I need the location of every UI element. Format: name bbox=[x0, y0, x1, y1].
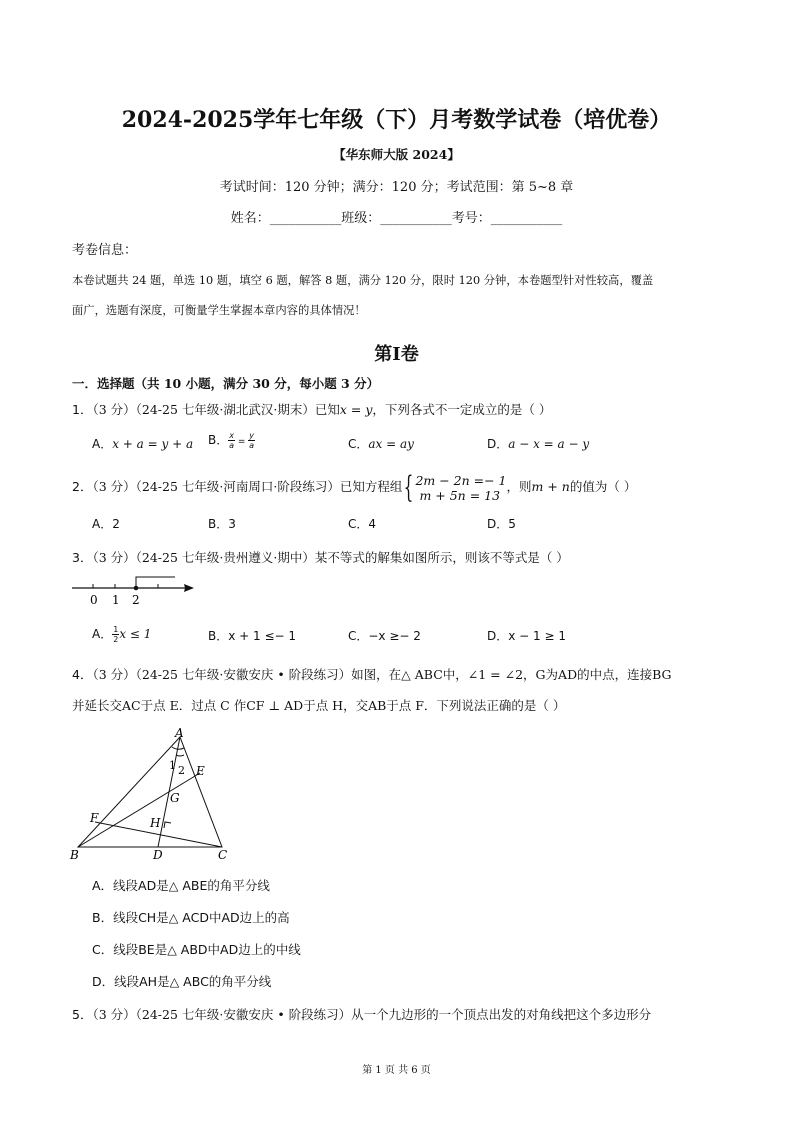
question-3 bbox=[72, 548, 569, 566]
question-number: 4． bbox=[72, 667, 93, 682]
label-c: C bbox=[218, 848, 228, 862]
question-text: （3 分）（24-25 七年级·湖北武汉·期末）已知 bbox=[92, 402, 340, 417]
option-d[interactable] bbox=[487, 435, 589, 452]
question-4-line-1 bbox=[72, 665, 672, 683]
math: x + a = y + a bbox=[112, 437, 194, 451]
question-text: （3 分）（24-25 七年级·安徽安庆 • 阶段练习）从一个九边形的一个顶点出发的对角线把这个多边形分 bbox=[92, 1007, 652, 1022]
question-number: 1． bbox=[72, 402, 93, 417]
equation: 2m − 2n =− 1 bbox=[415, 472, 507, 488]
question-5 bbox=[72, 1005, 651, 1023]
class-field[interactable]: ___________ bbox=[380, 211, 452, 226]
option-d[interactable]: D．x − 1 ≥ 1 bbox=[487, 629, 566, 643]
tick-label: 0 bbox=[90, 593, 98, 607]
numerator: y bbox=[249, 431, 254, 440]
math: x = y bbox=[339, 402, 373, 417]
denominator: 2 bbox=[113, 635, 119, 644]
equals: = bbox=[234, 437, 249, 447]
label-d: D bbox=[153, 848, 163, 862]
question-4-line-2: 并延长交AC于点 E．过点 C 作CF ⊥ AD于点 H，交AB于点 F．下列说法正确的是（ ） bbox=[72, 698, 566, 713]
student-info-row bbox=[0, 207, 793, 226]
page-footer: 第 1 页 共 6 页 bbox=[362, 1065, 431, 1076]
option-b[interactable]: B．线段CH是△ ACD中AD边上的高 bbox=[92, 910, 290, 925]
tick-label: 2 bbox=[132, 593, 140, 607]
page-title: 2024-2025学年七年级（下）月考数学试卷（培优卷） bbox=[121, 107, 672, 133]
math: ax = ay bbox=[368, 437, 414, 451]
angle-1: 1 bbox=[169, 759, 176, 772]
denominator: a bbox=[229, 441, 235, 450]
option-c[interactable]: C．4 bbox=[348, 517, 377, 531]
option-c[interactable] bbox=[348, 435, 414, 452]
info-line-2: 面广，选题有深度，可衡量学生掌握本章内容的具体情况！ bbox=[72, 304, 366, 317]
volume-title: 第Ⅰ卷 bbox=[374, 344, 419, 365]
option-a[interactable]: A．2 bbox=[92, 517, 120, 531]
brace: { bbox=[404, 470, 414, 505]
math: x ≤ 1 bbox=[119, 627, 152, 641]
name-label: 姓名： bbox=[230, 211, 270, 226]
equation: m + 5n = 13 bbox=[419, 487, 501, 503]
math: a − x = a − y bbox=[508, 437, 590, 451]
question-text: （3 分）（24-25 七年级·河南周口·阶段练习）已知方程组 bbox=[92, 479, 403, 494]
info-line-1: 本卷试题共 24 题，单选 10 题，填空 6 题，解答 8 题，满分 120 分，限时 120 分钟，本卷题型针对性较高，覆盖 bbox=[72, 274, 654, 287]
question-text: ，则 bbox=[506, 479, 532, 494]
edition-label: 【华东师大版 2024】 bbox=[333, 147, 460, 162]
fraction bbox=[248, 431, 255, 450]
numerator: x bbox=[229, 431, 234, 440]
option-label: C． bbox=[348, 437, 369, 451]
label-h: H bbox=[150, 816, 161, 830]
option-a[interactable] bbox=[92, 625, 151, 644]
option-label: A． bbox=[92, 437, 113, 451]
fraction bbox=[228, 431, 235, 450]
denominator: a bbox=[249, 441, 255, 450]
label-b: B bbox=[70, 848, 79, 862]
option-d[interactable]: D．5 bbox=[487, 517, 516, 531]
option-label: B． bbox=[208, 433, 229, 447]
question-number: 5． bbox=[72, 1007, 93, 1022]
triangle-figure bbox=[68, 725, 238, 865]
label-f: F bbox=[90, 811, 99, 825]
id-field[interactable]: ___________ bbox=[490, 211, 563, 226]
info-heading: 考卷信息： bbox=[72, 243, 138, 258]
label-e: E bbox=[196, 764, 205, 778]
label-a: A bbox=[175, 726, 184, 740]
angle-2: 2 bbox=[178, 764, 185, 777]
exam-info: 考试时间：120 分钟；满分：120 分；考试范围：第 5~8 章 bbox=[219, 180, 574, 195]
class-label: 班级： bbox=[341, 211, 381, 226]
question-text: （3 分）（24-25 七年级·安徽安庆 • 阶段练习）如图，在△ ABC中，∠1 = ∠2，G为AD的中点，连接BG bbox=[92, 667, 672, 682]
section-heading: 一．选择题（共 10 小题，满分 30 分，每小题 3 分） bbox=[72, 376, 380, 391]
name-field[interactable]: ___________ bbox=[269, 211, 342, 226]
option-c[interactable]: C．−x ≥− 2 bbox=[348, 629, 421, 643]
option-a[interactable]: A．线段AD是△ ABE的角平分线 bbox=[92, 878, 270, 893]
question-1 bbox=[72, 400, 551, 418]
question-2 bbox=[72, 470, 636, 505]
option-c[interactable]: C．线段BE是△ ABD中AD边上的中线 bbox=[92, 942, 301, 957]
option-d[interactable]: D．线段AH是△ ABC的角平分线 bbox=[92, 974, 272, 989]
tick-label: 1 bbox=[112, 593, 120, 607]
question-text: 的值为（ ） bbox=[569, 479, 637, 494]
option-b[interactable]: B．3 bbox=[208, 517, 236, 531]
number-line bbox=[68, 572, 200, 608]
option-label: D． bbox=[487, 437, 509, 451]
id-label: 考号： bbox=[451, 211, 491, 226]
option-a[interactable] bbox=[92, 435, 193, 452]
equation-system bbox=[415, 473, 506, 503]
question-number: 3． bbox=[72, 550, 93, 565]
option-b[interactable]: B．x + 1 ≤− 1 bbox=[208, 629, 297, 643]
numerator: 1 bbox=[113, 625, 119, 634]
question-text: （3 分）（24-25 七年级·贵州遵义·期中）某不等式的解集如图所示，则该不等式是（ ） bbox=[92, 550, 569, 565]
label-g: G bbox=[170, 791, 180, 805]
option-label: A． bbox=[92, 627, 113, 641]
option-b[interactable] bbox=[208, 431, 255, 450]
math: m + n bbox=[531, 479, 570, 494]
question-number: 2． bbox=[72, 479, 93, 494]
question-text: ，下列各式不一定成立的是（ ） bbox=[372, 402, 552, 417]
